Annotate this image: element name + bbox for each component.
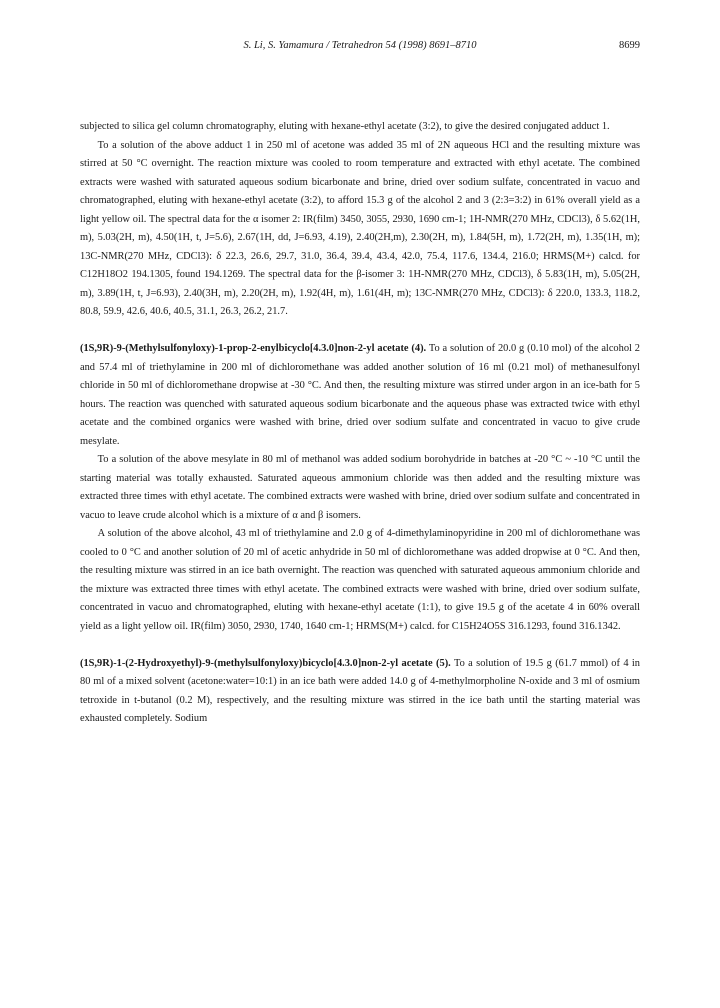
paragraph-mesylate-reduction: To a solution of the above mesylate in 80 ml of methanol was added sodium borohydride in batches at -20 °C ~ -10 °C until the starting material was totally exhausted. Saturated aqueous ammonium chloride was then added and the resulting mixture was extracted three times with ethyl acetate. The combined extracts were washed with brine, dried over sodium sulfate and concentrated in vacuo to leave crude alcohol which is a mixture of α and β isomers. bbox=[80, 454, 640, 521]
compound-4-heading: (1S,9R)-9-(Methylsulfonyloxy)-1-prop-2-enylbicyclo[4.3.0]non-2-yl acetate (4). bbox=[80, 343, 427, 354]
compound-4-text: To a solution of 20.0 g (0.10 mol) of the alcohol 2 and 57.4 ml of triethylamine in 200 ml of dichloromethane was added another solution of 16 ml (0.21 mol) of methanesulfonyl chloride in 50 ml of dichloromethane dropwise at -30 °C. And then, the resulting mixture was stirred under argon in an ice-bath for 5 hours. The reaction was quenched with saturated aqueous sodium bicarbonate and the aqueous phase was extracted twice with ethyl acetate and the combined organics were washed with brine, dried over sodium sulfate and concentrated in vacuo to give crude mesylate. bbox=[80, 343, 640, 447]
paragraph-alcohol-synthesis: To a solution of the above adduct 1 in 250 ml of acetone was added 35 ml of 2N aqueous HCl and the resulting mixture was stirred at 50 °C overnight. The reaction mixture was cooled to room temperature and extracted with ethyl acetate. The combined extracts were washed with saturated aqueous sodium bicarbonate and brine, dried over sodium sulfate, concentrated in vacuo and chromatographed, eluting with hexane-ethyl acetate (3:2), to afford 15.3 g of the alcohol 2 and 3 (2:3=3:2) in 61% overall yield as a light yellow oil. The spectral data for the α isomer 2: IR(film) 3450, 3055, 2930, 1690 cm-1; 1H-NMR(270 MHz, CDCl3), δ 5.62(1H, m), 5.03(2H, m), 4.50(1H, t, J=5.6), 2.67(1H, dd, J=6.93, 4.19), 2.40(2H,m), 2.30(2H, m), 1.84(5H, m), 1.72(2H, m), 1.35(1H, m); 13C-NMR(270 MHz, CDCl3): δ 22.3, 26.6, 29.7, 31.0, 36.4, 39.4, 43.4, 42.0, 75.4, 117.6, 134.4, 216.0; HRMS(M+) calcd. for C12H18O2 194.1305, found 194.1269. The spectral data for the β-isomer 3: 1H-NMR(270 MHz, CDCl3), δ 5.83(1H, m), 5.05(2H, m), 3.89(1H, t, J=6.93), 2.40(3H, m), 2.20(2H, m), 1.92(4H, m), 1.61(4H, m); 13C-NMR(270 MHz, CDCl3): δ 220.0, 133.3, 118.2, 80.8, 59.9, 42.6, 40.6, 40.5, 31.1, 26.3, 26.2, 21.7. bbox=[80, 139, 640, 317]
compound-5-text: To a solution of 19.5 g (61.7 mmol) of 4 in 80 ml of a mixed solvent (acetone:water=10:1) in an ice bath were added 14.0 g of 4-methylmorpholine N-oxide and 3 ml of osmium tetroxide in t-butanol (0.2 M), respectively, and the resulting mixture was stirred in the ice bath until the starting material was exhausted completely. Sodium bbox=[80, 657, 640, 724]
article-body bbox=[80, 118, 640, 729]
page-number: 8699 bbox=[619, 40, 640, 51]
paragraph-acetylation: A solution of the above alcohol, 43 ml of triethylamine and 2.0 g of 4-dimethylaminopyridine in 200 ml of dichloromethane was cooled to 0 °C and another solution of 20 ml of acetic anhydride in 50 ml of dichloromethane was added dropwise at 0 °C. And then, the resulting mixture was stirred in an ice bath overnight. The reaction was quenched with saturated aqueous ammonium chloride and the mixture was extracted three times with ethyl acetate. The combined extracts were washed with brine, dried over sodium sulfate, concentrated in vacuo and chromatographed, eluting with hexane-ethyl acetate (1:1), to give 19.5 g of the acetate 4 in 60% overall yield as a light yellow oil. IR(film) 3050, 2930, 1740, 1640 cm-1; HRMS(M+) calcd. for C15H24O5S 316.1293, found 316.1342. bbox=[80, 528, 640, 632]
section-compound-5 bbox=[80, 655, 640, 729]
journal-reference: S. Li, S. Yamamura / Tetrahedron 54 (1998) 8691–8710 bbox=[243, 40, 477, 51]
section-compound-4 bbox=[80, 340, 640, 451]
running-head bbox=[80, 40, 640, 58]
paragraph-adduct-continuation: subjected to silica gel column chromatography, eluting with hexane-ethyl acetate (3:2), to give the desired conjugated adduct 1. bbox=[80, 121, 610, 132]
compound-5-heading: (1S,9R)-1-(2-Hydroxyethyl)-9-(methylsulfonyloxy)bicyclo[4.3.0]non-2-yl acetate (5). bbox=[80, 657, 451, 669]
